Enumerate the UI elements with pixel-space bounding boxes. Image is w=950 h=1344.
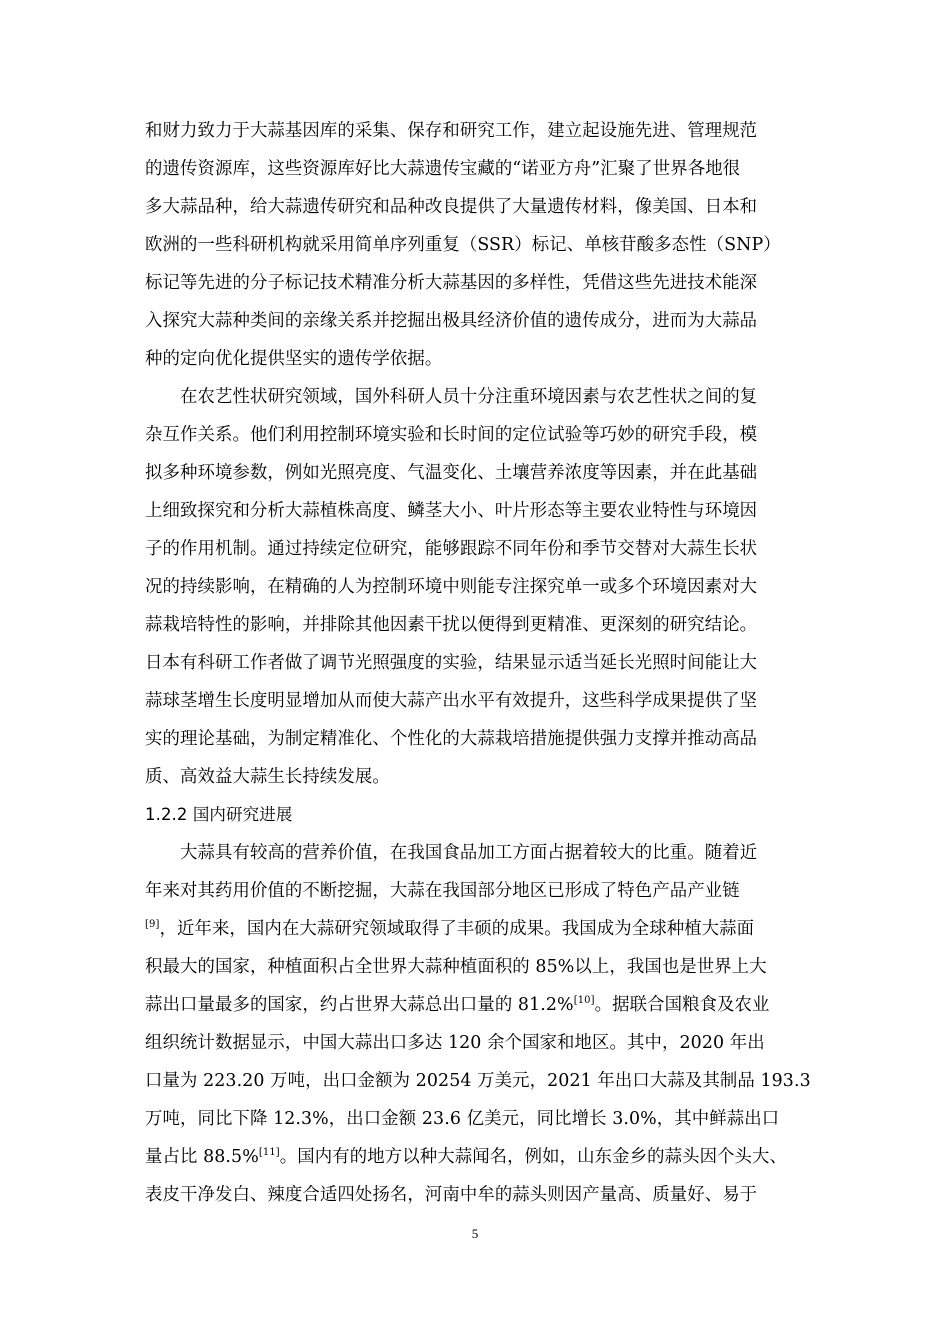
- text-line: 种的定向优化提供坚实的遗传学依据。: [145, 349, 443, 369]
- citation-ref: [10]: [573, 995, 595, 1006]
- citation-ref: [11]: [258, 1147, 280, 1158]
- text-line: 质、高效益大蒜生长持续发展。: [145, 767, 390, 787]
- text-line: 年来对其药用价值的不断挖掘，大蒜在我国部分地区已形成了特色产品产业链: [145, 881, 740, 901]
- text-span: 量占比 88.5%: [145, 1147, 259, 1167]
- text-line: 日本有科研工作者做了调节光照强度的实验，结果显示适当延长光照时间能让大: [145, 653, 758, 673]
- text-line: 大蒜具有较高的营养价值，在我国食品加工方面占据着较大的比重。随着近: [180, 843, 758, 863]
- text-line: 蒜球茎增生长度明显增加从而使大蒜产出水平有效提升，这些科学成果提供了坚: [145, 691, 758, 711]
- text-line: 实的理论基础，为制定精准化、个性化的大蒜栽培措施提供强力支撑并推动高品: [145, 729, 758, 749]
- text-span: 蒜出口量最多的国家，约占世界大蒜总出口量的 81.2%: [145, 995, 574, 1015]
- text-line: 杂互作关系。他们利用控制环境实验和长时间的定位试验等巧妙的研究手段，模: [145, 425, 758, 445]
- text-line: 在农艺性状研究领域，国外科研人员十分注重环境因素与农艺性状之间的复: [180, 387, 758, 407]
- text-line: 积最大的国家，种植面积占全世界大蒜种植面积的 85%以上，我国也是世界上大: [145, 957, 767, 977]
- text-line: 入探究大蒜种类间的亲缘关系并挖掘出极具经济价值的遗传成分，进而为大蒜品: [145, 311, 758, 331]
- text-line: 和财力致力于大蒜基因库的采集、保存和研究工作，建立起设施先进、管理规范: [145, 121, 758, 141]
- paragraph: [145, 112, 810, 378]
- text-line: 组织统计数据显示，中国大蒜出口多达 120 余个国家和地区。其中，2020 年出: [145, 1033, 765, 1053]
- text-line: 蒜栽培特性的影响，并排除其他因素干扰以便得到更精准、更深刻的研究结论。: [145, 615, 758, 635]
- text-span: 。国内有的地方以种大蒜闻名，例如，山东金乡的蒜头因个头大、: [279, 1147, 788, 1167]
- text-line: [145, 986, 810, 1024]
- text-line: 表皮干净发白、辣度合适四处扬名，河南中牟的蒜头则因产量高、质量好、易于: [145, 1185, 758, 1205]
- text-span: 。据联合国粮食及农业: [594, 995, 770, 1015]
- text-line: 口量为 223.20 万吨，出口金额为 20254 万美元，2021 年出口大蒜及其制品 193.3: [145, 1071, 811, 1091]
- page-number: 5: [471, 1226, 479, 1241]
- citation-ref: [9]: [145, 919, 160, 930]
- paragraph: [145, 834, 810, 1214]
- text-span: ，近年来，国内在大蒜研究领域取得了丰硕的成果。我国成为全球种植大蒜面: [159, 919, 755, 939]
- text-line: [145, 910, 810, 948]
- text-line: 万吨，同比下降 12.3%，出口金额 23.6 亿美元，同比增长 3.0%，其中鲜蒜出口: [145, 1109, 780, 1129]
- text-line: 拟多种环境参数，例如光照亮度、气温变化、土壤营养浓度等因素，并在此基础: [145, 463, 758, 483]
- text-line: 多大蒜品种，给大蒜遗传研究和品种改良提供了大量遗传材料，像美国、日本和: [145, 197, 758, 217]
- section-heading: 1.2.2 国内研究进展: [145, 805, 293, 824]
- text-line: [145, 1138, 810, 1176]
- text-line: 欧洲的一些科研机构就采用简单序列重复（SSR）标记、单核苷酸多态性（SNP）: [145, 235, 781, 255]
- text-line: 上细致探究和分析大蒜植株高度、鳞茎大小、叶片形态等主要农业特性与环境因: [145, 501, 758, 521]
- paragraph: [145, 378, 810, 796]
- text-line: 况的持续影响，在精确的人为控制环境中则能专注探究单一或多个环境因素对大: [145, 577, 758, 597]
- body-text: [145, 112, 810, 1214]
- text-line: 标记等先进的分子标记技术精准分析大蒜基因的多样性，凭借这些先进技术能深: [145, 273, 758, 293]
- text-line: 的遗传资源库，这些资源库好比大蒜遗传宝藏的“诺亚方舟”汇聚了世界各地很: [145, 159, 741, 179]
- text-line: 子的作用机制。通过持续定位研究，能够跟踪不同年份和季节交替对大蒜生长状: [145, 539, 758, 559]
